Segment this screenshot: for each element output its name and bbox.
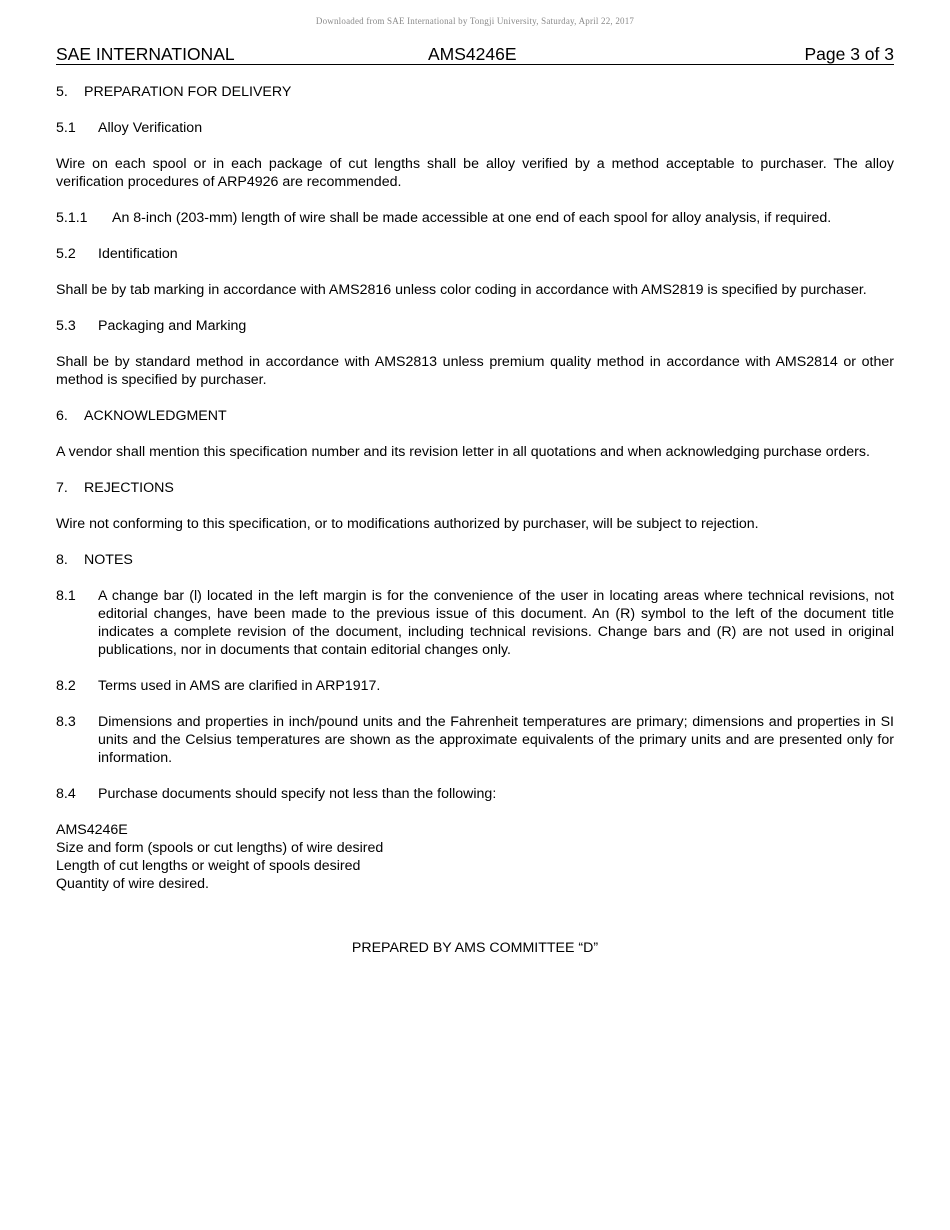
paragraph-text: An 8-inch (203-mm) length of wire shall be made accessible at one end of each spool for alloy analysis, if required.	[112, 210, 832, 226]
section-5-1-paragraph: Wire on each spool or in each package of cut lengths shall be alloy verified by a method acceptable to purchaser. The alloy verification procedures of ARP4926 are recommended.	[56, 156, 894, 190]
note-number: 8.1	[56, 588, 76, 604]
section-5-1-1-paragraph	[56, 209, 894, 227]
section-number: 5.3	[56, 318, 76, 334]
page-header	[56, 44, 894, 65]
section-number: 5.1	[56, 120, 76, 136]
section-7-paragraph: Wire not conforming to this specification, or to modifications authorized by purchaser, will be subject to rejection.	[56, 516, 759, 532]
prepared-by-footer: PREPARED BY AMS COMMITTEE “D”	[351, 940, 599, 956]
section-7-heading	[56, 479, 894, 497]
note-number: 8.3	[56, 714, 76, 730]
section-title: PREPARATION FOR DELIVERY	[84, 84, 292, 100]
section-number: 6.	[56, 408, 68, 424]
section-5-3-heading	[56, 317, 894, 335]
note-text: A change bar (l) located in the left margin is for the convenience of the user in locating areas where technical revisions, not editorial changes, have been made to the previous issue of this document. An (R) symbol to the left of the document title indicates a complete revision of the document, including technical revisions. Change bars and (R) are not used in original publications, nor in documents that contain editorial changes only.	[98, 588, 894, 658]
section-5-heading	[56, 83, 894, 101]
section-number: 8.	[56, 552, 68, 568]
header-organization: SAE INTERNATIONAL	[56, 44, 235, 64]
note-8-1	[56, 587, 894, 659]
section-6-paragraph: A vendor shall mention this specification number and its revision letter in all quotations and when acknowledging purchase orders.	[56, 444, 870, 460]
header-page-number: Page 3 of 3	[804, 44, 894, 64]
section-title: Alloy Verification	[98, 120, 203, 136]
note-8-4	[56, 785, 894, 803]
download-watermark: Downloaded from SAE International by Tongji University, Saturday, April 22, 2017	[315, 16, 635, 26]
section-5-3-paragraph: Shall be by standard method in accordance with AMS2813 unless premium quality method in accordance with AMS2814 or other method is specified by purchaser.	[56, 354, 894, 388]
section-title: ACKNOWLEDGMENT	[84, 408, 227, 424]
list-item: AMS4246E	[56, 822, 128, 838]
note-number: 8.4	[56, 786, 76, 802]
section-5-2-paragraph: Shall be by tab marking in accordance with AMS2816 unless color coding in accordance with AMS2819 is specified by purchaser.	[56, 282, 867, 298]
section-8-heading	[56, 551, 894, 569]
list-item: Length of cut lengths or weight of spools desired	[56, 858, 361, 874]
section-title: Identification	[98, 246, 178, 262]
section-5-2-heading	[56, 245, 894, 263]
header-document-id: AMS4246E	[428, 44, 517, 64]
section-number: 5.2	[56, 246, 76, 262]
section-6-heading	[56, 407, 894, 425]
section-5-1-heading	[56, 119, 894, 137]
document-body	[56, 83, 894, 957]
note-8-3	[56, 713, 894, 767]
note-number: 8.2	[56, 678, 76, 694]
section-title: NOTES	[84, 552, 133, 568]
list-item: Size and form (spools or cut lengths) of wire desired	[56, 840, 384, 856]
note-text: Dimensions and properties in inch/pound units and the Fahrenheit temperatures are primary; dimensions and properties in SI units and the Celsius temperatures are shown as the approximate equivalents of the primary units and are presented only for information.	[98, 714, 894, 766]
section-title: REJECTIONS	[84, 480, 174, 496]
note-text: Terms used in AMS are clarified in ARP1917.	[98, 678, 381, 694]
list-item: Quantity of wire desired.	[56, 876, 209, 892]
note-text: Purchase documents should specify not less than the following:	[98, 786, 497, 802]
note-8-2	[56, 677, 894, 695]
section-number: 5.1.1	[56, 210, 88, 226]
section-title: Packaging and Marking	[98, 318, 247, 334]
section-number: 5.	[56, 84, 68, 100]
purchase-document-list	[56, 821, 894, 893]
section-number: 7.	[56, 480, 68, 496]
